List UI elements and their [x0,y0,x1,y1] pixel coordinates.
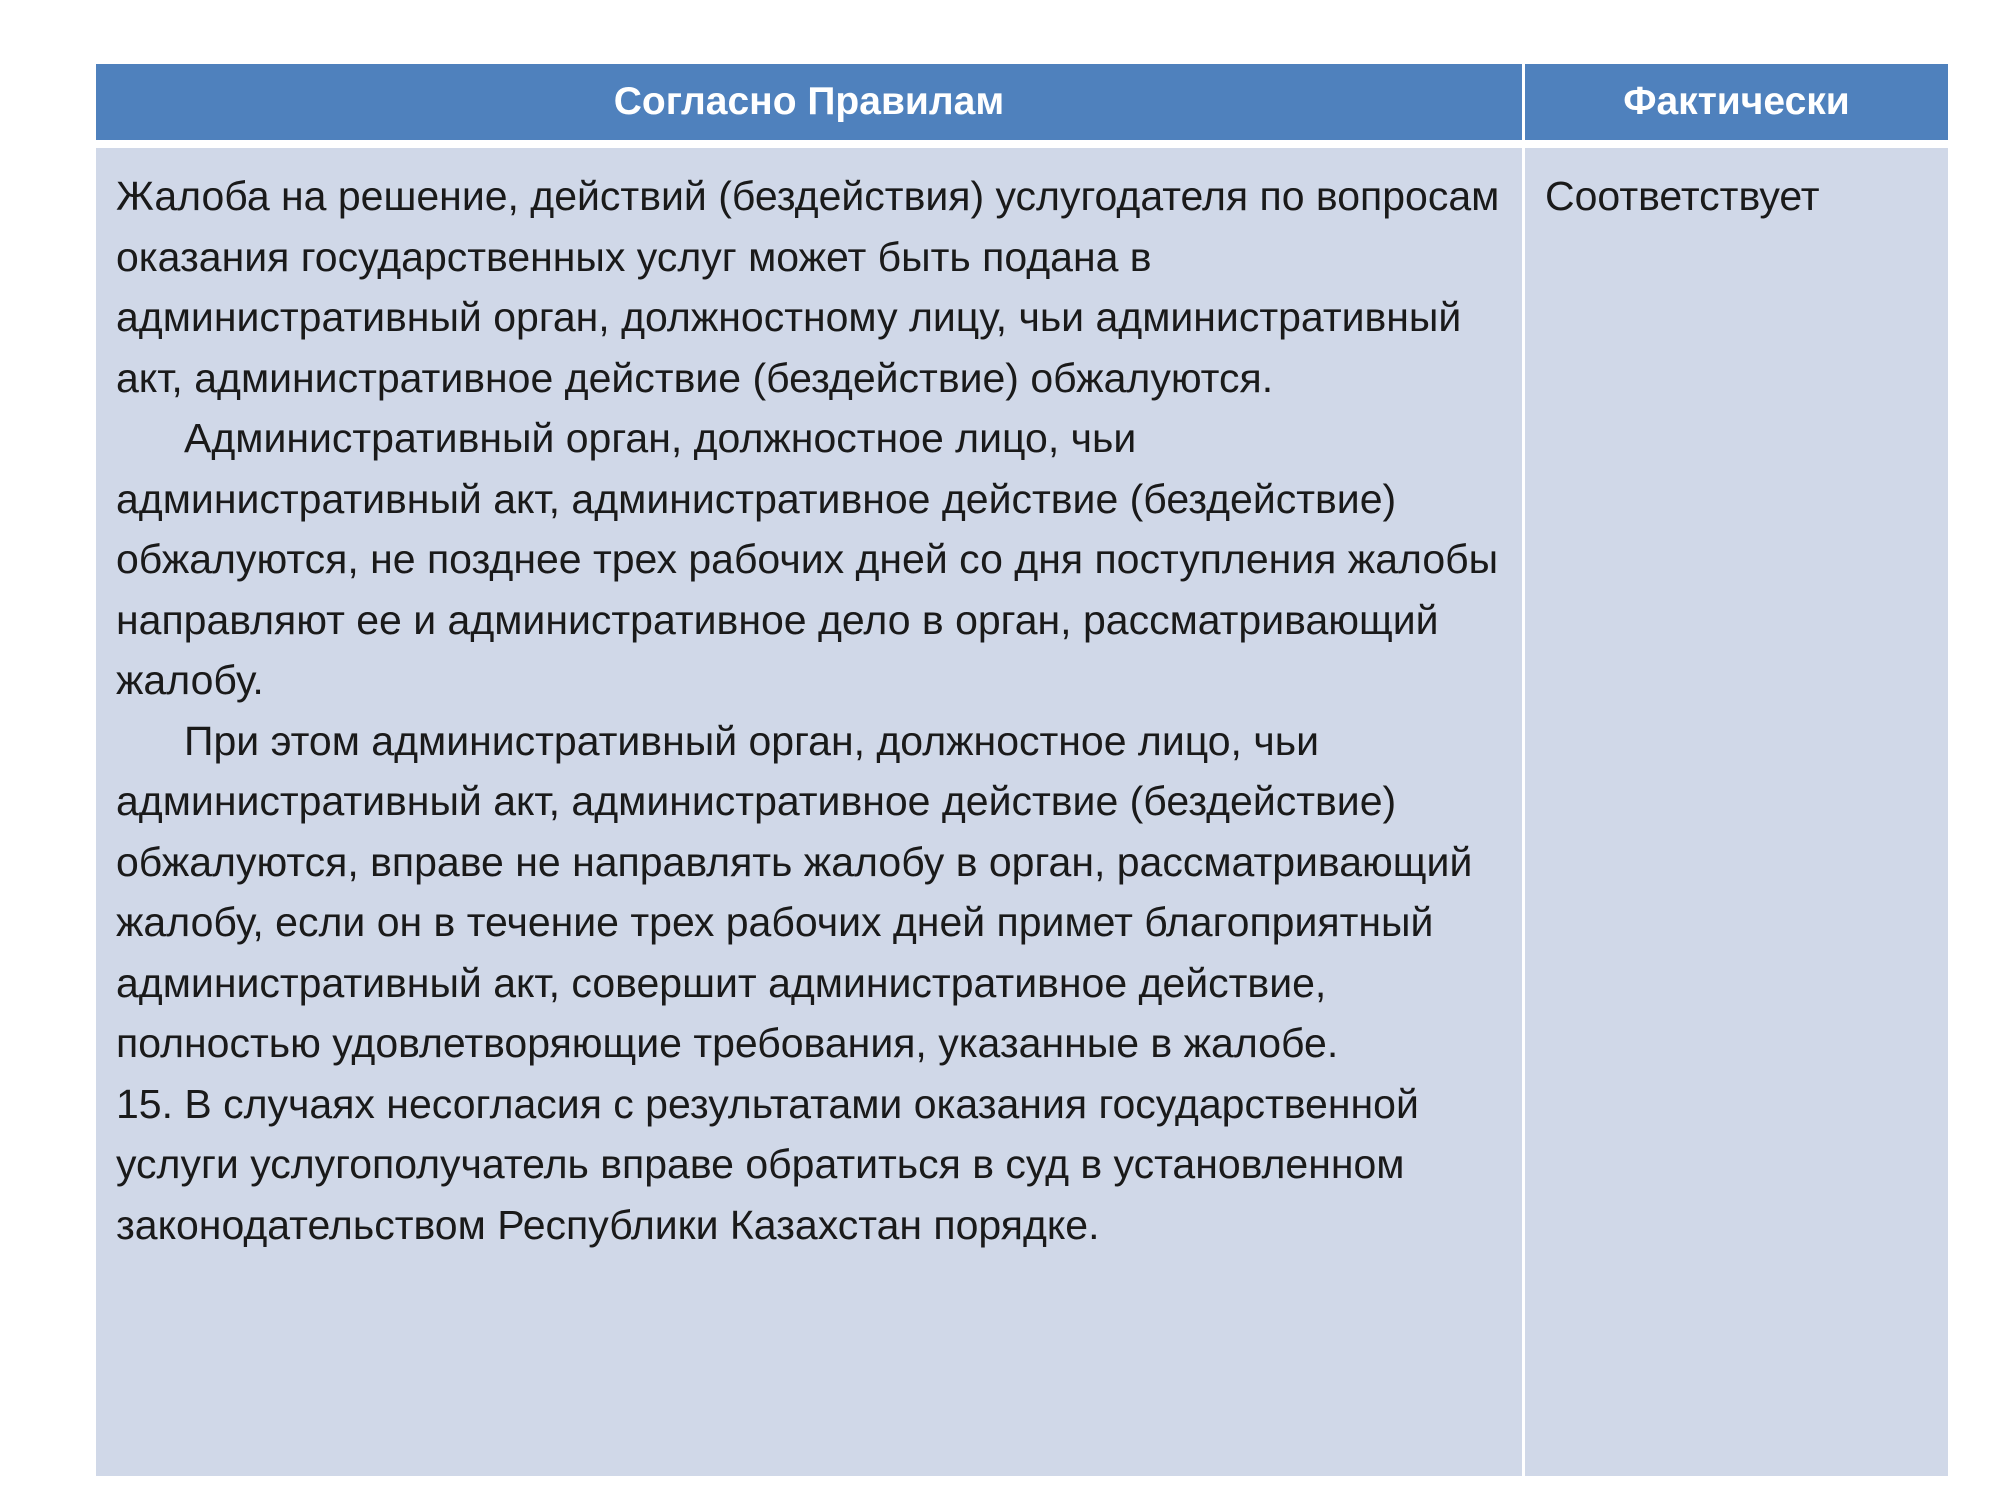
actual-cell [1525,148,1948,1476]
rules-paragraph: 15. В случаях несогласия с результатами оказания государственной услуги услугополучатель вправе обратиться в суд в установленном законодательством Республики Казахстан порядке. [116,1080,1419,1248]
rules-paragraph: При этом административный орган, должностное лицо, чьи административный акт, административное действие (бездействие) обжалуются, вправе не направлять жалобу в орган, рассматривающий жалобу, если он в течение трех рабочих дней примет благоприятный административный акт, совершит административное действие, полностью удовлетворяющие требования, указанные в жалобе. [116,717,1473,1066]
header-rules: Согласно Правилам [96,64,1522,140]
rules-cell [96,148,1522,1476]
actual-status: Соответствует [1545,173,1820,219]
comparison-table [96,64,1948,1476]
rules-paragraph: Жалоба на решение, действий (бездействия) услугодателя по вопросам оказания государственных услуг может быть подана в административный орган, должностному лицу, чьи административный акт, административное действие (бездействие) обжалуются. [116,173,1500,401]
rules-paragraph: Административный орган, должностное лицо, чьи административный акт, административное действие (бездействие) обжалуются, не позднее трех рабочих дней со дня поступления жалобы направляют ее и административное дело в орган, рассматривающий жалобу. [116,415,1499,703]
header-actual: Фактически [1525,64,1948,140]
